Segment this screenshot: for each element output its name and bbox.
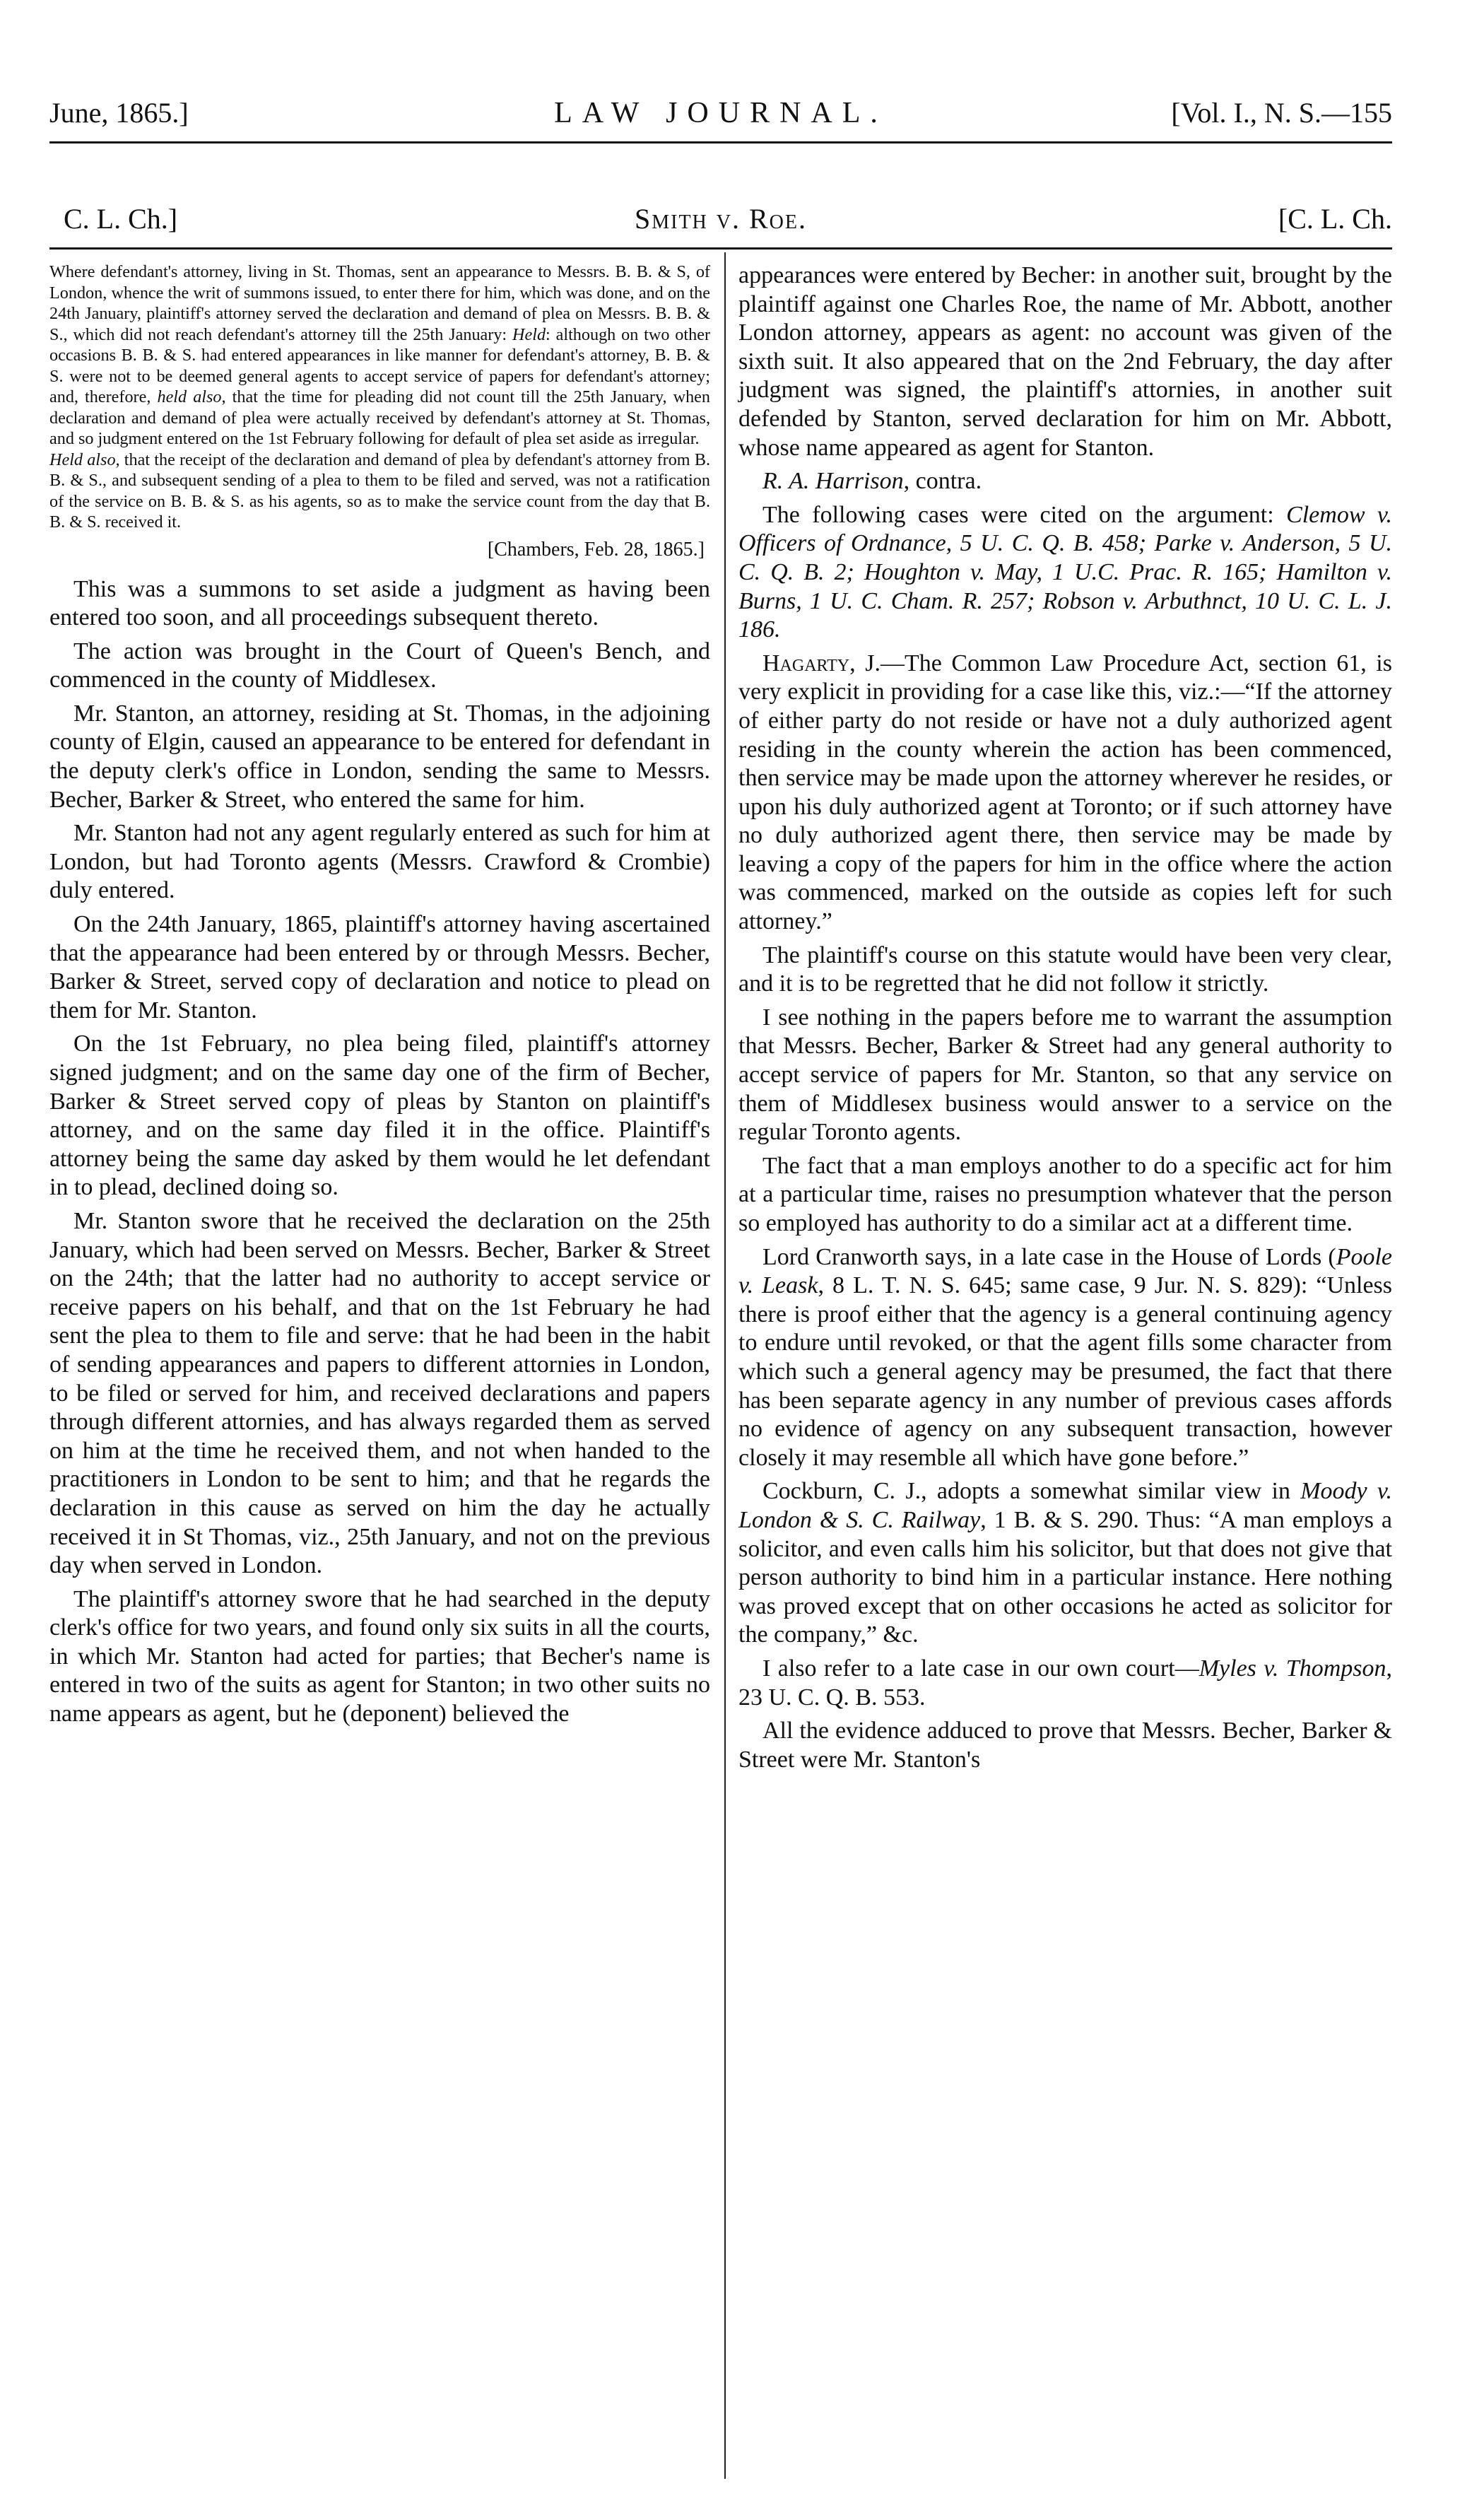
case-title: Smith v. Roe.	[634, 203, 807, 235]
right-body	[738, 262, 1392, 1774]
body-paragraph: I also refer to a late case in our own court—Myles v. Thompson, 23 U. C. Q. B. 553.	[738, 1655, 1392, 1711]
case-rule	[49, 247, 1392, 250]
body-paragraph: Mr. Stanton had not any agent regularly entered as such for him at London, but had Toronto agents (Messrs. Crawford & Crombie) duly entered.	[49, 820, 710, 904]
cases-cited: The following cases were cited on the argument: Clemow v. Officers of Ordnance, 5 U. C. Q. B. 458; Parke v. Anderson, 5 U. C. Q. B. 2; Houghton v. May, 1 U.C. Prac. R. 165; Hamilton v. Burns, 1 U. C. Cham. R. 257; Robson v. Arbuthnct, 10 U. C. L. J. 186.	[738, 501, 1392, 643]
headnote	[49, 262, 710, 533]
body-paragraph: On the 24th January, 1865, plaintiff's attorney having ascertained that the appearance had been entered by or through Messrs. Becher, Barker & Street, served copy of declaration and notice to plead on them for Mr. Stanton.	[49, 911, 710, 1023]
body-paragraph: Mr. Stanton, an attorney, residing at St. Thomas, in the adjoining county of Elgin, caused an appearance to be entered for defendant in the deputy clerk's office in London, sending the same to Messrs. Becher, Barker & Street, who entered the same for him.	[49, 700, 710, 813]
headnote-paragraph: Where defendant's attorney, living in St. Thomas, sent an appearance to Messrs. B. B. & S, of London, whence the writ of summons issued, to enter there for him, which was done, and on the 24th January, plaintiff's attorney served the declaration and demand of plea on Messrs. B. B. & S., which did not reach defendant's attorney till the 25th January: Held: although on two other occasions B. B. & S. had entered appearances in like manner for defendant's attorney, B. B. & S. were not to be deemed general agents to accept service of papers for defendant's attorney; and, therefore, held also, that the time for pleading did not count till the 25th January, when declaration and demand of plea were actually received by defendant's attorney at St. Thomas, and so judgment entered on the 1st February following for default of plea set aside as irregular.	[49, 262, 711, 448]
journal-title: LAW JOURNAL.	[554, 97, 888, 129]
court-left: C. L. Ch.]	[64, 203, 178, 235]
court-right: [C. L. Ch.	[1278, 203, 1392, 235]
judgment-paragraph: Hagarty, J.—The Common Law Procedure Act, section 61, is very explicit in providing for a case like this, viz.:—“If the attorney of either party do not reside or have not a duly authorized agent residing in the county wherein the action has been commenced, then service may be made upon the attorney wherever he resides, or upon his duly authorized agent at Toronto; or if such attorney have no duly authorized agent there, then service may be made by leaving a copy of the papers for him in the office where the action was commenced, marked on the outside as copies left for such attorney.”	[738, 650, 1392, 935]
header-rule	[49, 141, 1392, 143]
body-paragraph: The plaintiff's course on this statute would have been very clear, and it is to be regretted that he did not follow it strictly.	[738, 941, 1392, 997]
case-heading	[49, 198, 1392, 240]
body-paragraph: Mr. Stanton swore that he received the declaration on the 25th January, which had been served on Messrs. Becher, Barker & Street on the 24th; that the latter had no authority to accept service or receive papers on his behalf, and that on the 1st February he had sent the plea to them to file and serve: that he had been in the habit of sending appearances and papers to different attornies in London, to be filed or served for him, and received declarations and papers through different attornies, and has always regarded them as served on him at the time he received them, and not when handed to the practitioners in London to be sent to him; and that he regards the declaration in this cause as served on him the day he actually received it in St Thomas, viz., 25th January, and not on the previous day when served in London.	[49, 1207, 710, 1579]
counsel-line: R. A. Harrison, contra.	[762, 468, 982, 495]
cases-list: Clemow v. Officers of Ordnance, 5 U. C. Q. B. 458; Parke v. Anderson, 5 U. C. Q. B. 2; Houghton v. May, 1 U.C. Prac. R. 165; Hamilton v. Burns, 1 U. C. Cham. R. 257; Robson v. Arbuthnct, 10 U. C. L. J. 186.	[738, 501, 1392, 643]
body-paragraph: On the 1st February, no plea being filed, plaintiff's attorney signed judgment; and on the same day one of the firm of Becher, Barker & Street served copy of pleas by Stanton on plaintiff's attorney, and on the same day filed it in the office. Plaintiff's attorney being the same day asked by them would he let defendant in to plead, declined doing so.	[49, 1031, 710, 1201]
left-body	[49, 575, 710, 1729]
counsel-name: R. A. Harrison	[762, 468, 904, 495]
body-paragraph: The fact that a man employs another to do a specific act for him at a particular time, raises no presumption whatever that the person so employed has authority to do a similar act at a different time.	[738, 1152, 1392, 1236]
body-paragraph: Cockburn, C. J., adopts a somewhat similar view in Moody v. London & S. C. Railway, 1 B. & S. 290. Thus: “A man employs a solicitor, and even calls him his solicitor, but that does not give that person authority to bind him in a particular instance. Here nothing was proved except that on other occasions he acted as solicitor for the company,” &c.	[738, 1478, 1392, 1648]
body-paragraph: This was a summons to set aside a judgment as having been entered too soon, and all proceedings subsequent thereto.	[49, 575, 710, 631]
body-paragraph: The plaintiff's attorney swore that he had searched in the deputy clerk's office for two years, and found only six suits in all the courts, in which Mr. Stanton had acted for parties; that Becher's name is entered in two of the suits as agent for Stanton; in two other suits no name appears as agent, but he (deponent) believed the	[49, 1585, 710, 1727]
body-paragraph: Lord Cranworth says, in a late case in the House of Lords (Poole v. Leask, 8 L. T. N. S. 645; same case, 9 Jur. N. S. 829): “Unless there is proof either that the agency is a general continuing agency to endure until revoked, or that the agent fills some character from which such a general agency may be presumed, the fact that there has been separate agency in any number of previous cases affords no evidence of agency on any subsequent transaction, however closely it may resemble all which have gone before.”	[738, 1243, 1392, 1471]
journal-page	[49, 67, 1392, 2485]
chambers-date: [Chambers, Feb. 28, 1865.]	[487, 538, 705, 561]
body-paragraph: I see nothing in the papers before me to warrant the assumption that Messrs. Becher, Barker & Street had any general authority to accept service of papers for Mr. Stanton, so that any service on them of Middlesex business would answer to a service on the regular Toronto agents.	[738, 1004, 1392, 1146]
body-paragraph: The action was brought in the Court of Queen's Bench, and commenced in the county of Middlesex.	[49, 638, 710, 693]
judge-name: Hagarty, J.	[762, 650, 881, 676]
headnote-paragraph: Held also, that the receipt of the declaration and demand of plea by defendant's attorney from B. B. & S., and subsequent sending of a plea to them to be filed and served, was not a ratification of the service on B. B. & S. as his agents, so as to make the service count from the day that B. B. & S. received it.	[49, 450, 710, 532]
body-paragraph: appearances were entered by Becher: in another suit, brought by the plaintiff against one Charles Roe, the name of Mr. Abbott, another London attorney, appears as agent: no account was given of the sixth suit. It also appeared that on the 2nd February, the day after judgment was signed, the plaintiff's attornies, in another suit defended by Stanton, served declaration for him on Mr. Abbott, whose name appeared as agent for Stanton.	[738, 262, 1392, 461]
left-column	[49, 262, 710, 1734]
volume-page: [Vol. I., N. S.—155	[1171, 97, 1392, 129]
column-divider	[724, 252, 726, 2479]
right-column	[738, 262, 1392, 1779]
issue-date: June, 1865.]	[49, 97, 189, 129]
running-head	[49, 92, 1392, 134]
body-paragraph: All the evidence adduced to prove that Messrs. Becher, Barker & Street were Mr. Stanton's	[738, 1718, 1392, 1773]
